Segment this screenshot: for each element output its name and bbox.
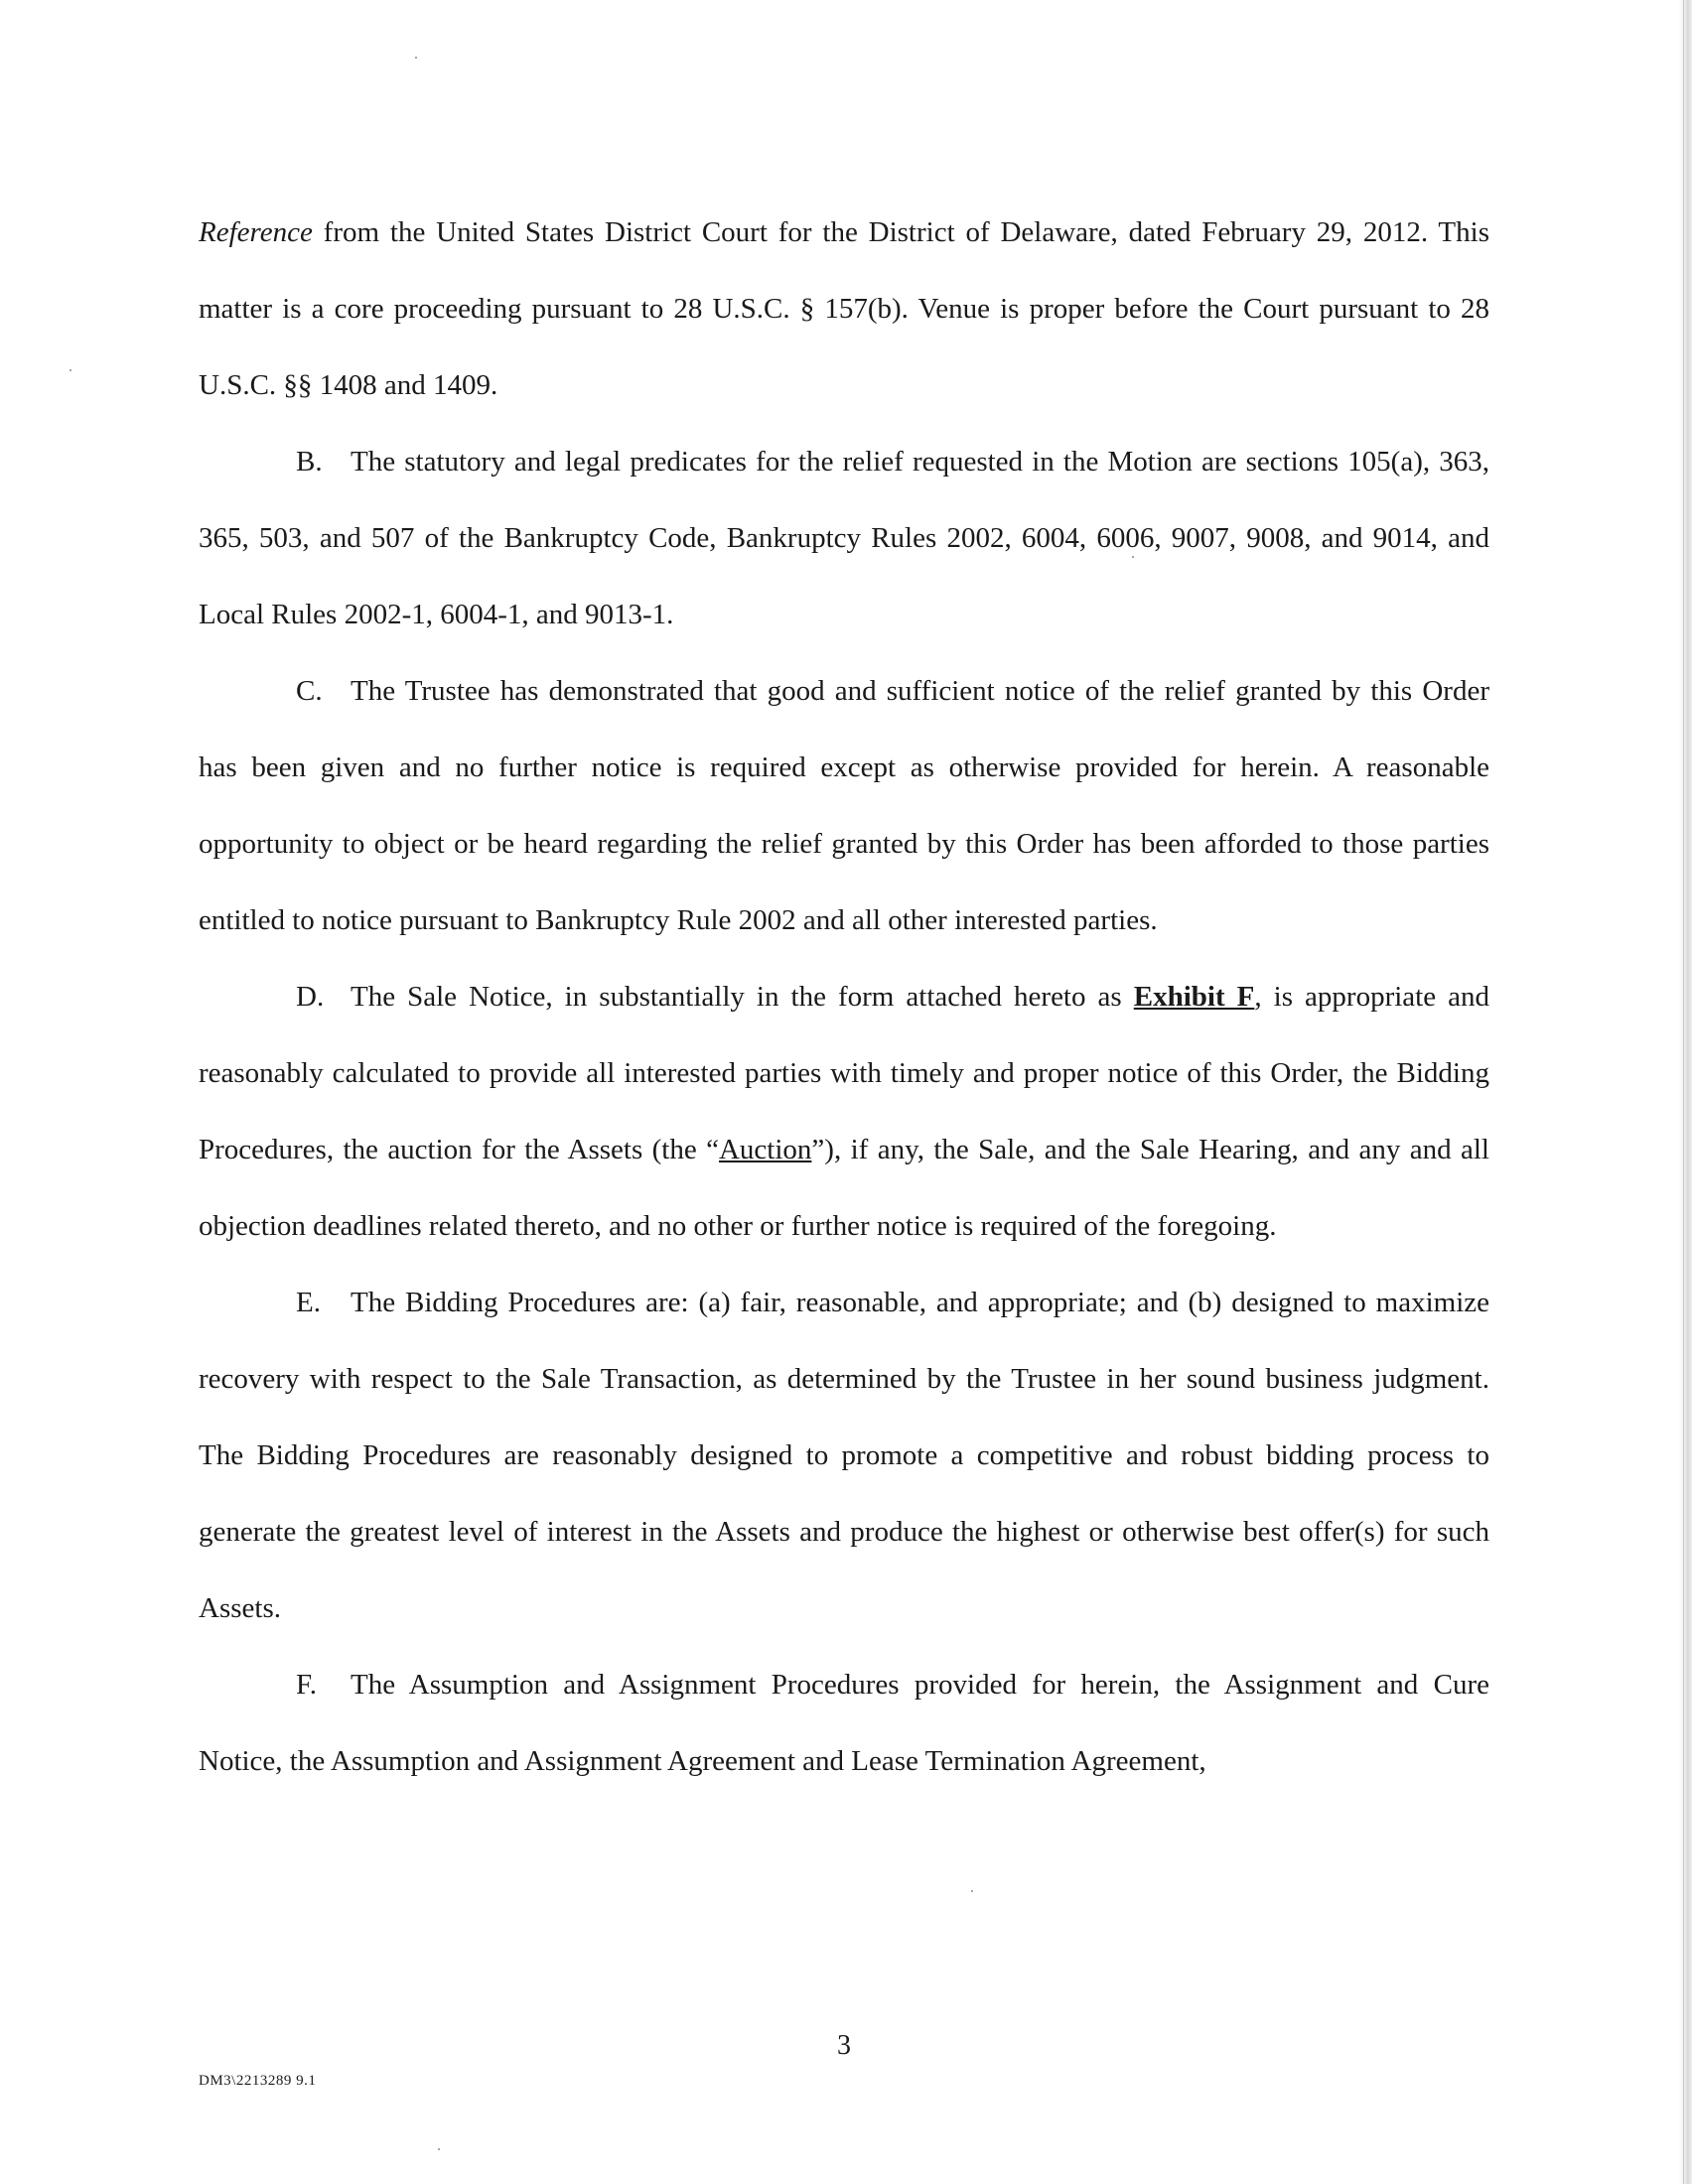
paragraph-label: D. [296, 981, 325, 1013]
paragraph-f [199, 1647, 1489, 1800]
paragraph-d [199, 959, 1489, 1265]
paragraph-c [199, 653, 1489, 959]
document-id: DM3\2213289 9.1 [199, 2073, 317, 2089]
paragraph-label: F. [296, 1669, 318, 1701]
paragraph-b [199, 424, 1489, 653]
paragraph-text: from the United States District Court for the District of Delaware, dated February 29, 2012. This matter is a core proceeding pursuant to 28 U.S.C. § 157(b). Venue is proper before the Court pursuant to 28 U.S.C. §§ 1408 and 1409. [199, 216, 1489, 401]
paragraph-text: Exhibit F [1133, 981, 1255, 1013]
paragraph-text: The Trustee has demonstrated that good and sufficient notice of the relief granted by this Order has been given and no further notice is required except as otherwise provided for herein. A reasonable opportunity to object or be heard regarding the relief granted by this Order has been afforded to those parties entitled to notice pursuant to Bankruptcy Rule 2002 and all other interested parties. [199, 675, 1489, 936]
paragraph-text: The statutory and legal predicates for the relief requested in the Motion are sections 105(a), 363, 365, 503, and 507 of the Bankruptcy Code, Bankruptcy Rules 2002, 6004, 6006, 9007, 9008, and 9014, and Local Rules 2002-1, 6004-1, and 9013-1. [199, 446, 1489, 630]
scan-speck [70, 369, 71, 371]
page-number: 3 [837, 2030, 851, 2061]
paragraph-text: The Sale Notice, in substantially in the form attached hereto as [351, 981, 1134, 1013]
paragraph-continuation [199, 195, 1489, 424]
scan-speck [415, 57, 417, 59]
scan-edge-shadow [1678, 0, 1692, 2184]
paragraph-label: B. [296, 446, 323, 478]
scan-edge-line [1683, 0, 1684, 2184]
paragraph-label: E. [296, 1287, 321, 1318]
paragraph-label: C. [296, 675, 323, 707]
paragraph-text: ”), if any, the Sale, and the Sale Hearing, and any and all objection deadlines related thereto, and no other or further notice is required of the foregoing. [199, 1134, 1489, 1242]
paragraph-text: , is appropriate and reasonably calculated to provide all interested parties with timely and proper notice of this Order, the Bidding Procedures, the auction for the Assets (the “ [199, 981, 1490, 1165]
paragraph-e [199, 1265, 1489, 1647]
document-body [199, 195, 1489, 1800]
paragraph-text: The Bidding Procedures are: (a) fair, reasonable, and appropriate; and (b) designed to maximize recovery with respect to the Sale Transaction, as determined by the Trustee in her sound business judgment. The Bidding Procedures are reasonably designed to promote a competitive and robust bidding process to generate the greatest level of interest in the Assets and produce the highest or otherwise best offer(s) for such Assets. [199, 1287, 1489, 1624]
scan-speck [438, 2148, 440, 2150]
scan-speck [971, 1890, 973, 1892]
paragraph-text: Auction [718, 1134, 812, 1165]
paragraph-text: Reference [199, 216, 313, 248]
paragraph-text: The Assumption and Assignment Procedures provided for herein, the Assignment and Cure Notice, the Assumption and Assignment Agreement and Lease Termination Agreement, [199, 1669, 1489, 1777]
